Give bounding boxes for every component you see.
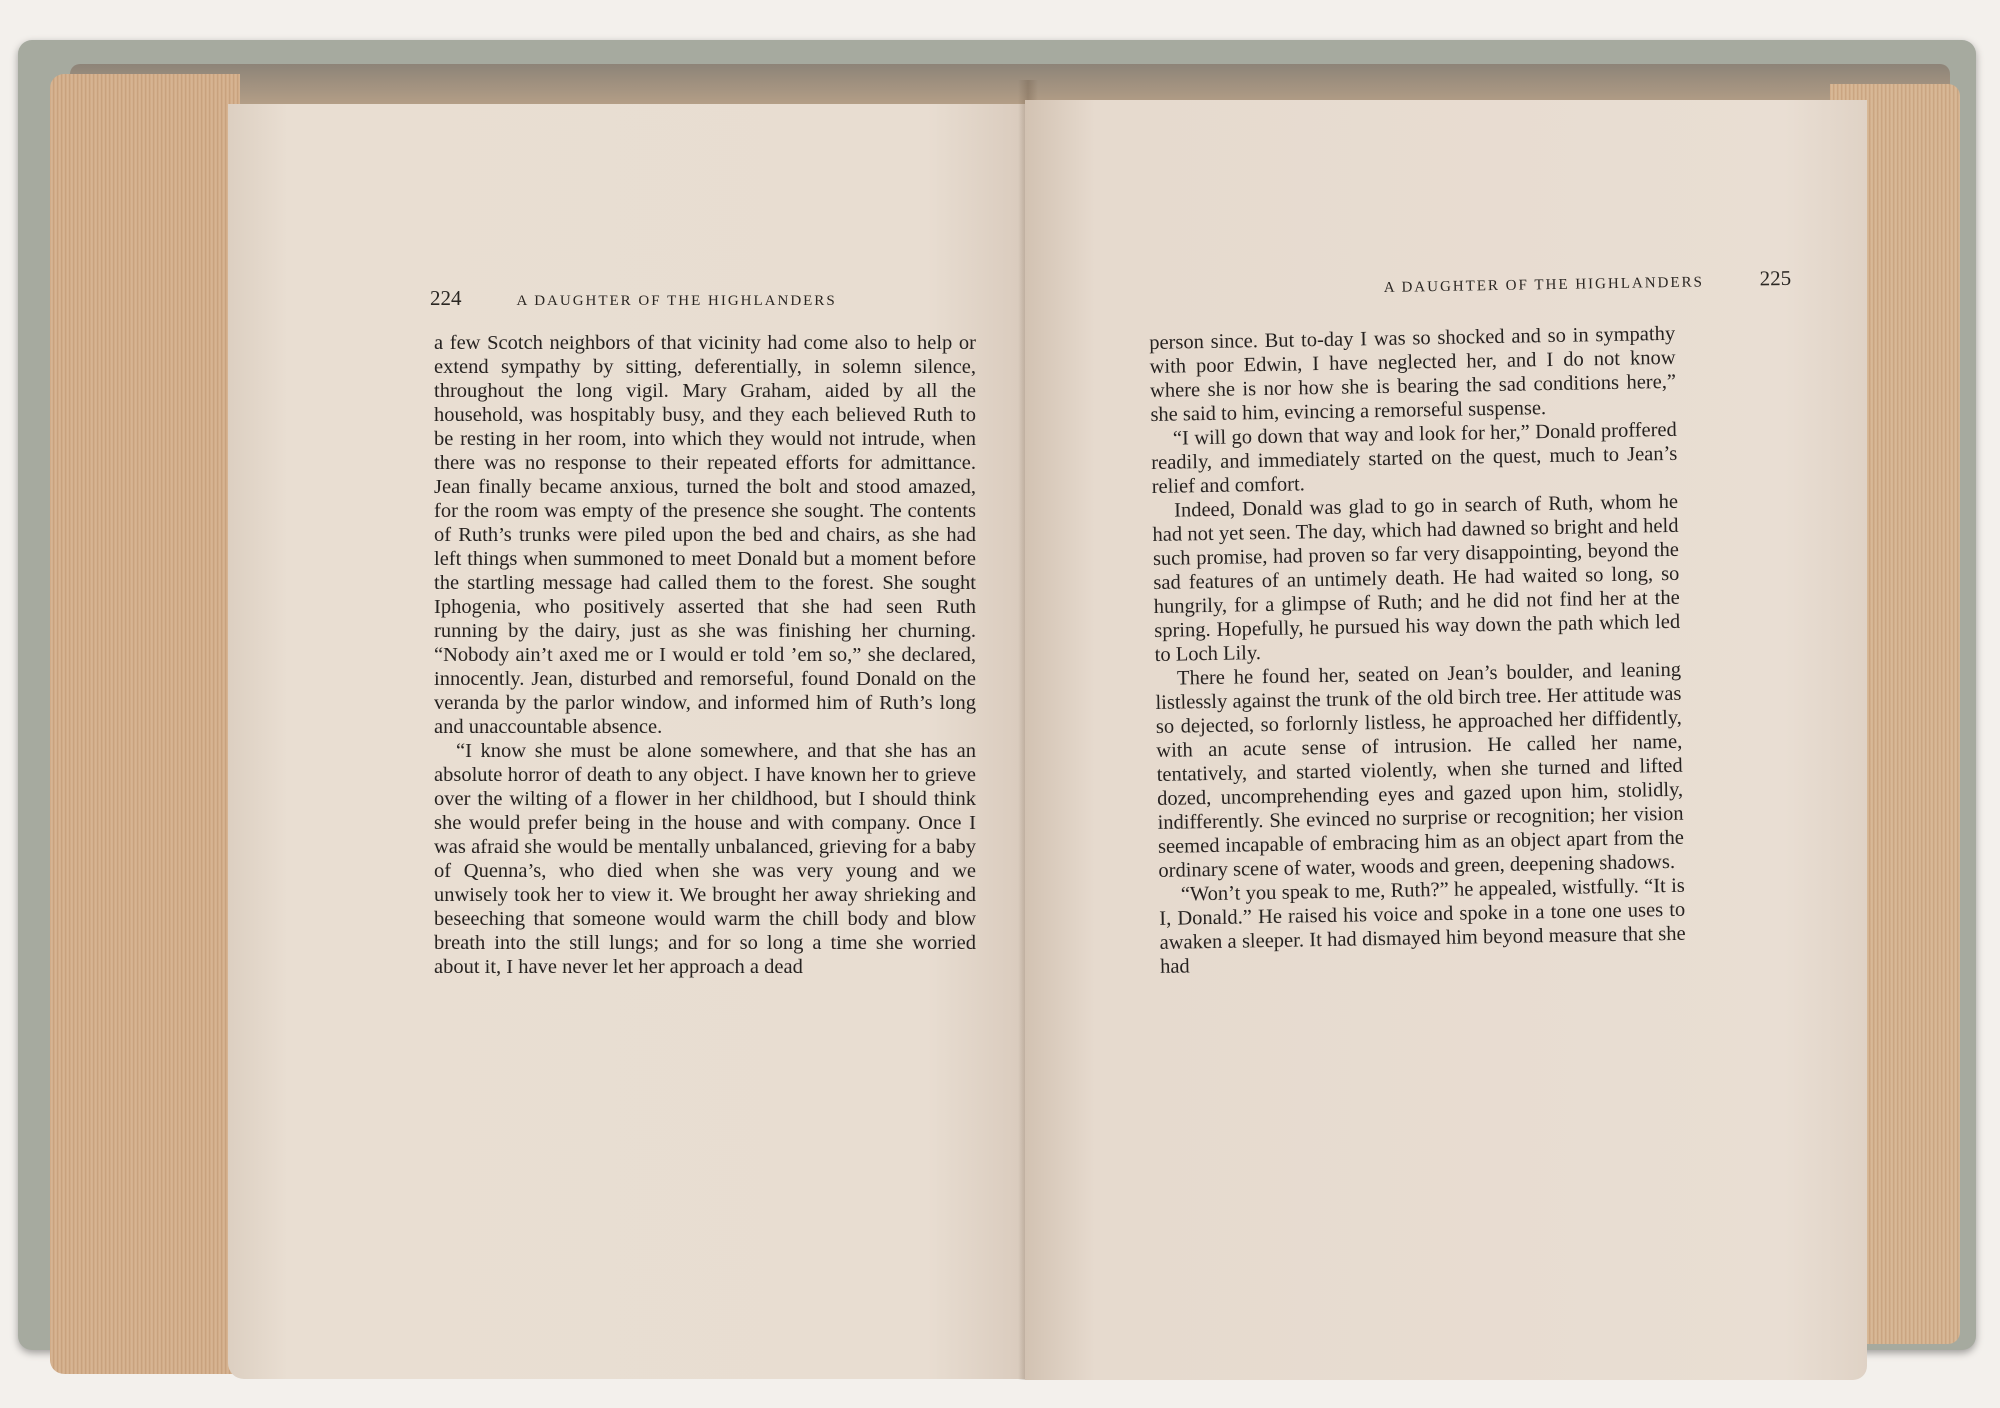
left-page-header: [430, 286, 990, 316]
right-page: [1025, 100, 1867, 1380]
right-page-number: 225: [1759, 265, 1792, 291]
paragraph: “I know she must be alone somewhere, and that she has an absolute horror of death to any object. I have known her to grieve over the wilting of a flower in her childhood, but I should think she would prefer being in the house and with company. Once I was afraid she would be mentally unbalanced, grieving for a baby of Quenna’s, who died when she was very young and we unwisely took her to view it. We brought her away shrieking and beseeching that someone would warm the chill body and blow breath into the still lungs; and for so long a time she worried about it, I have never let her approach a dead: [434, 740, 976, 978]
left-running-title: A DAUGHTER OF THE HIGHLANDERS: [516, 293, 837, 309]
right-page-header: [1211, 266, 1791, 306]
paragraph: “I will go down that way and look for her,” Donald proffered readily, and immediately started on the quest, much to Jean’s relief and comfort.: [1151, 418, 1678, 498]
paragraph: Indeed, Donald was glad to go in search of Ruth, whom he had not yet seen. The day, which had dawned so bright and held such promise, had proven so far very disappointing, beyond the sad features of an untimely death. He had waited so long, so hungrily, for a glimpse of Ruth; and he did not find her at the spring. Hopefully, he pursued his way down the path which led to Loch Lily.: [1152, 490, 1681, 666]
paragraph: person since. But to-day I was so shocked and so in sympathy with poor Edwin, I have neglected her, and I do not know where she is nor how she is bearing the sad conditions here,” she said to him, evincing a remorseful suspense.: [1149, 322, 1677, 426]
left-page-number: 224: [430, 286, 462, 310]
right-running-title: A DAUGHTER OF THE HIGHLANDERS: [1383, 274, 1705, 296]
right-page-text: [1149, 322, 1686, 979]
left-page-text: [434, 331, 976, 979]
left-page-edges: [50, 74, 240, 1374]
paragraph: There he found her, seated on Jean’s boulder, and leaning listlessly against the trunk of the old birch tree. Her attitude was so dejected, so forlornly listless, he approached her diffidently, with an acute sense of intrusion. He called her name, tentatively, and started violently, when she turned and lifted dozed, uncomprehending eyes and gazed upon him, stolidly, indifferently. She evinced no surprise or recognition; her vision seemed incapable of embracing him as an object apart from the ordinary scene of water, woods and green, deepening shadows.: [1155, 658, 1685, 882]
left-page: [228, 104, 1033, 1379]
paragraph: “Won’t you speak to me, Ruth?” he appealed, wistfully. “It is I, Donald.” He raised his voice and spoke in a tone one uses to awaken a sleeper. It had dismayed him beyond measure that she had: [1159, 874, 1686, 978]
paragraph: a few Scotch neighbors of that vicinity had come also to help or extend sympathy by sitting, deferentially, in solemn silence, throughout the long vigil. Mary Graham, aided by all the household, was hospitably busy, and they each believed Ruth to be resting in her room, into which they would not intrude, when there was no response to their repeated efforts for admittance. Jean finally became anxious, turned the bolt and stood amazed, for the room was empty of the presence she sought. The contents of Ruth’s trunks were piled upon the bed and chairs, as she had left things when summoned to meet Donald but a moment before the startling message had called them to the forest. She sought Iphogenia, who positively asserted that she had seen Ruth running by the dairy, just as she was finishing her churning. “Nobody ain’t axed me or I would er told ’em so,” she declared, innocently. Jean, disturbed and remorseful, found Donald on the veranda by the parlor window, and informed him of Ruth’s long and unaccountable absence.: [434, 332, 976, 738]
